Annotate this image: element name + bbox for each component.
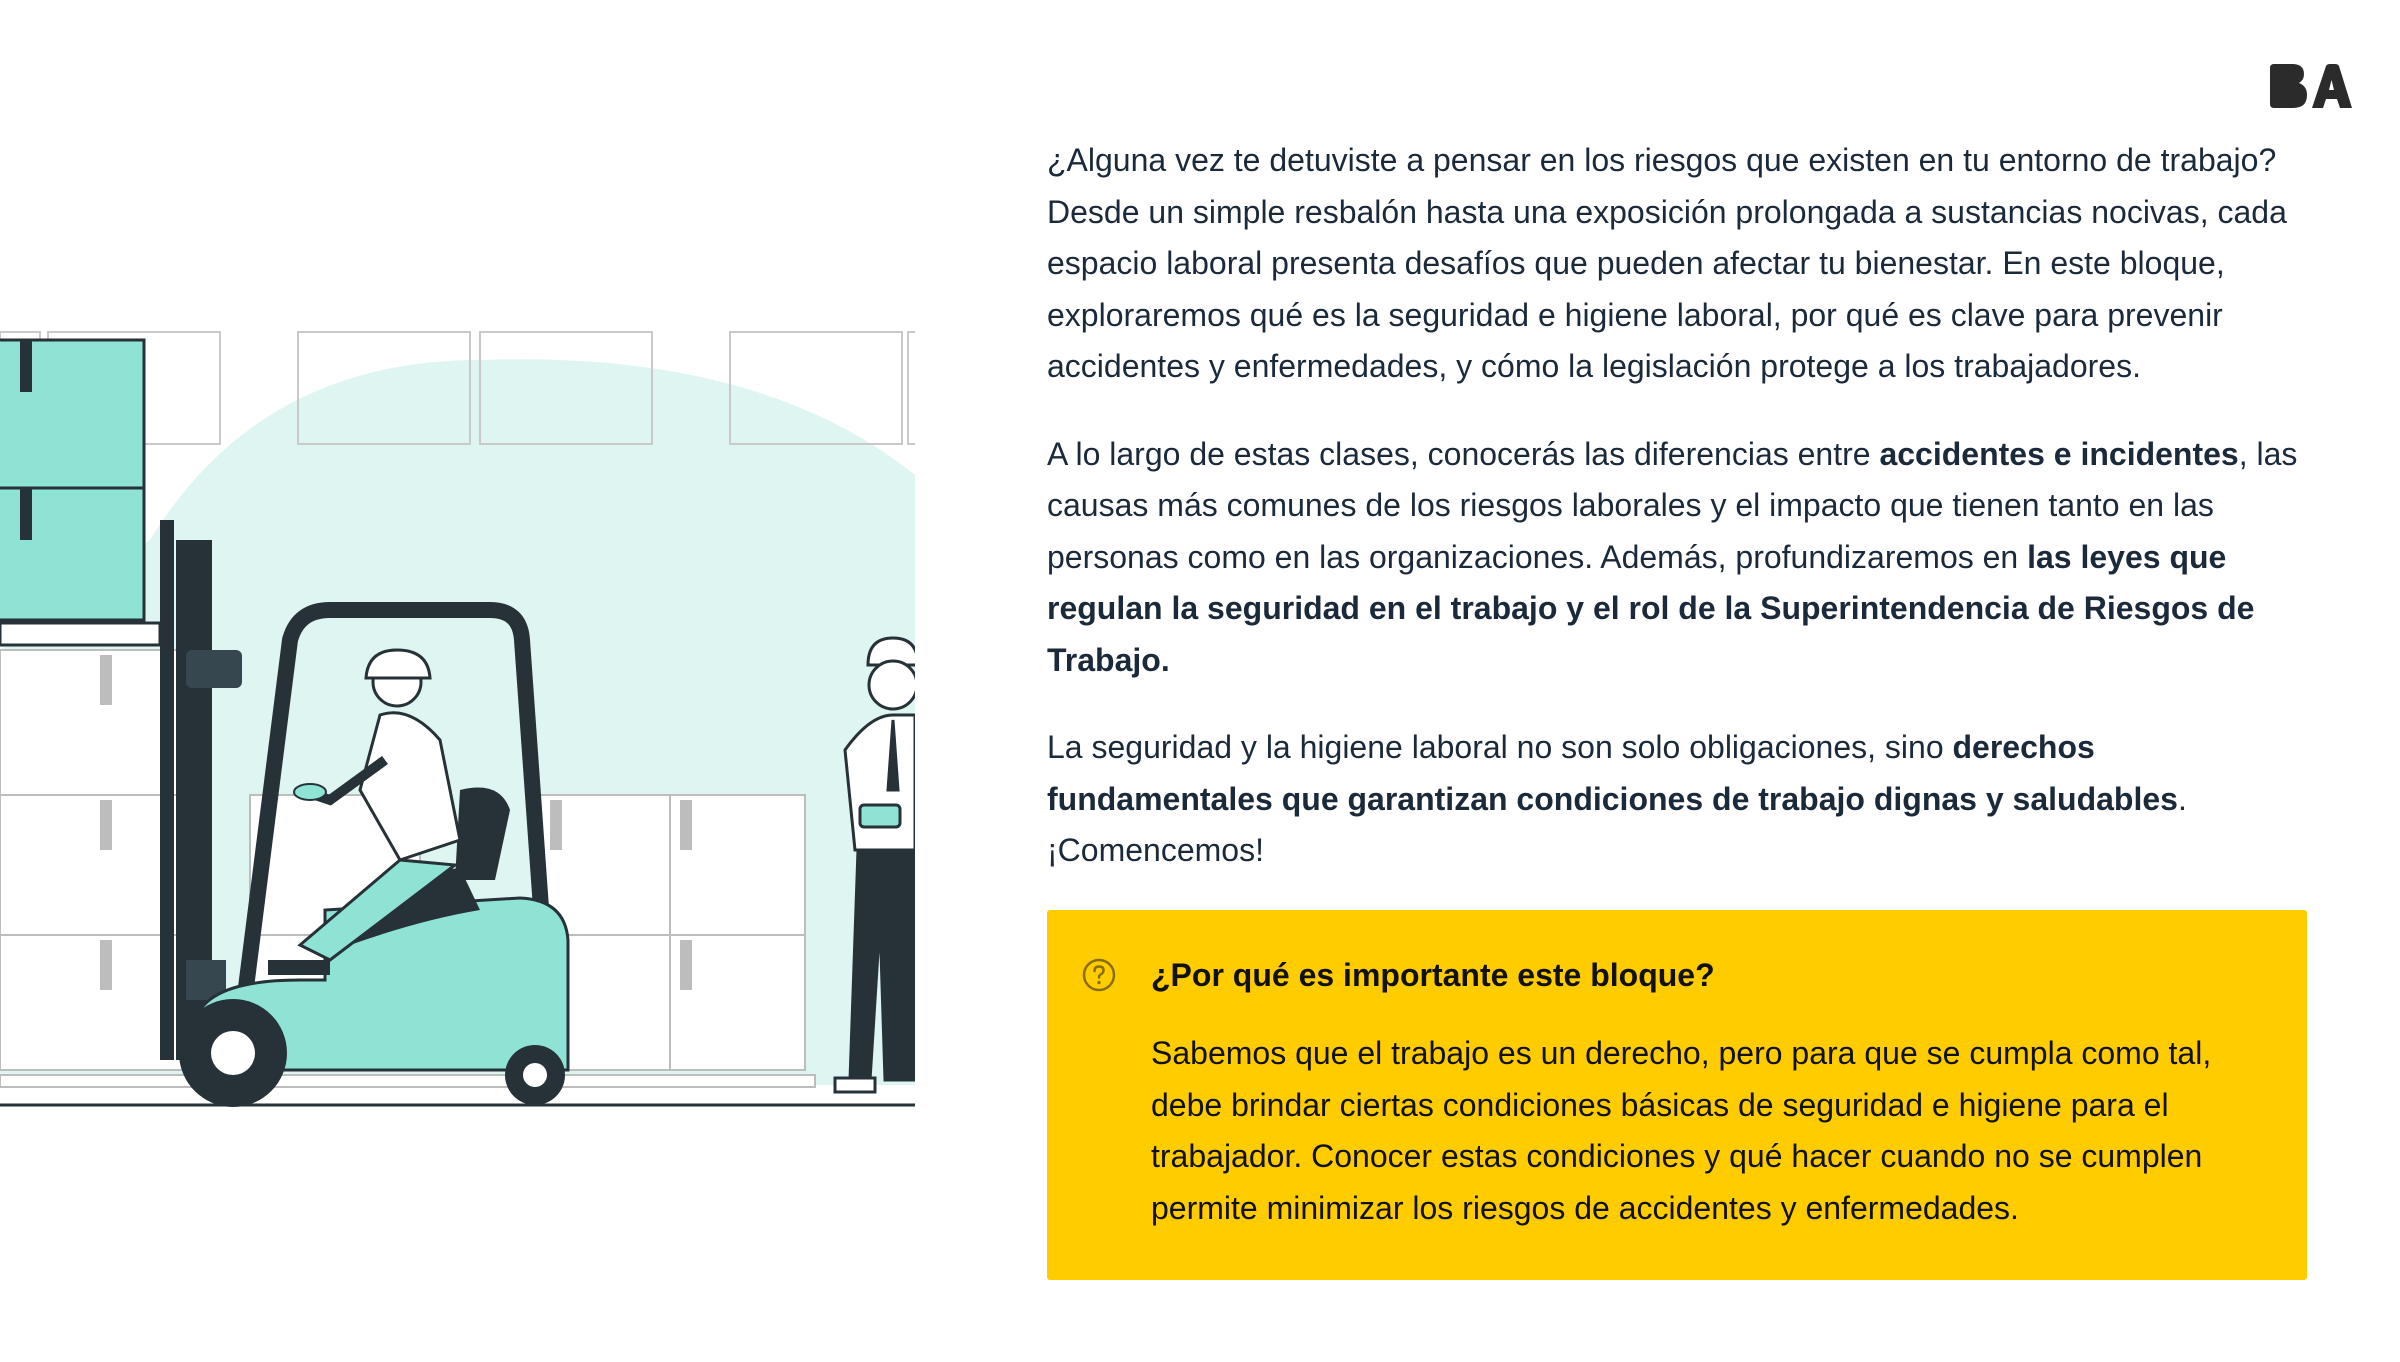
ba-logo [2268, 62, 2352, 110]
text-span: , las causas más comunes de los riesgos laborales y el impacto que tienen tanto en las personas como en las organizaciones. Además, profundizaremos en [1047, 435, 2298, 575]
callout-title: ¿Por qué es importante este bloque? [1151, 957, 1715, 993]
text-span: A lo largo de estas clases, conocerás las diferencias entre [1047, 435, 1880, 472]
callout-body: Sabemos que el trabajo es un derecho, pero para que se cumpla como tal, debe brindar ciertas condiciones básicas de seguridad e higiene para el trabajador. Conocer estas condiciones y qué hacer cuando no se cumplen permite minimizar los riesgos de accidentes y enfermedades. [1151, 1035, 2212, 1226]
intro-paragraph-2 [1047, 429, 2307, 687]
text-span: La seguridad y la higiene laboral no son solo obligaciones, sino [1047, 729, 1953, 765]
intro-content [1047, 135, 2307, 913]
intro-paragraph-1: ¿Alguna vez te detuviste a pensar en los riesgos que existen en tu entorno de trabajo? Desde un simple resbalón hasta una exposición prolongada a sustancias nocivas, cada espacio laboral presenta desafíos que pueden afectar tu bienestar. En este bloque, exploraremos qué es la seguridad e higiene laboral, por qué es clave para prevenir accidentes y enfermedades, y cómo la legislación protege a los trabajadores. [1047, 142, 2287, 384]
forklift-warehouse-illustration [0, 320, 915, 1110]
intro-paragraph-3 [1047, 722, 2307, 877]
bold-text: accidentes e incidentes [1879, 435, 2239, 472]
importance-callout [1047, 910, 2307, 1280]
bold-text: las leyes que regulan la seguridad en el trabajo y el rol de la Superintendencia de Riesgos de Trabajo. [1047, 538, 2255, 678]
text-span: . ¡Comencemos! [1047, 780, 2187, 868]
bold-text: derechos fundamentales que garantizan condiciones de trabajo dignas y saludables [1047, 729, 2178, 817]
question-circle-icon [1082, 958, 1116, 992]
